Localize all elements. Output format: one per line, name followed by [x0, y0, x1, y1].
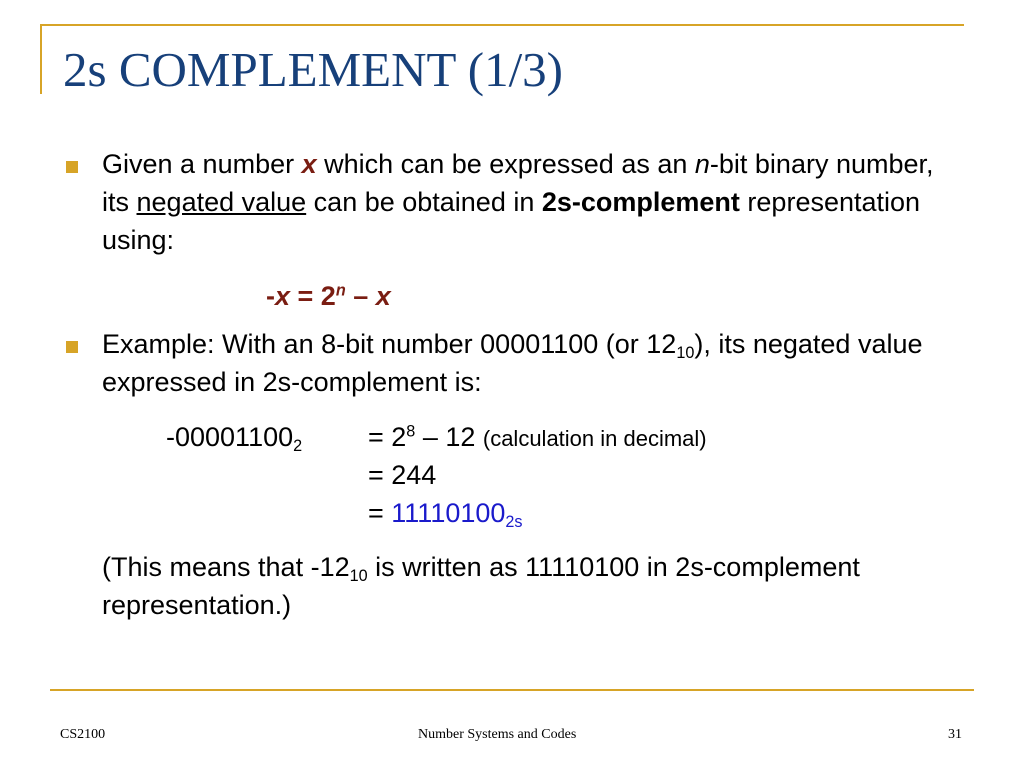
- footer-course: CS2100: [60, 727, 106, 742]
- bullet-marker: [66, 341, 78, 353]
- formula-subtract: –: [345, 281, 376, 311]
- footer-topic: Number Systems and Codes: [418, 727, 577, 742]
- formula-x-2: x: [375, 281, 391, 311]
- text-segment: representation using:: [102, 187, 921, 255]
- text-segment: which can be expressed as an: [316, 149, 695, 179]
- result-value: [391, 498, 523, 531]
- negation-formula: [266, 277, 391, 315]
- bullet-1-text: [102, 145, 962, 259]
- calc-note: (calculation in decimal): [482, 426, 707, 451]
- text-segment: -bit binary number, its: [102, 149, 934, 217]
- explanation-note: [102, 548, 962, 624]
- text-segment: Example: With an 8-bit number 00001100 (or 12: [102, 329, 677, 359]
- calc-left-operand: [166, 418, 302, 456]
- top-border-line: [40, 24, 964, 26]
- result-subscript: 2s: [505, 512, 523, 531]
- formula-exponent-n: n: [335, 281, 346, 300]
- page-number: 31: [948, 727, 962, 742]
- formula-x: x: [275, 281, 291, 311]
- text-segment: can be obtained in: [306, 187, 542, 217]
- text-segment: (This means that -12: [102, 552, 350, 582]
- left-border-line: [40, 24, 42, 94]
- calc-expression: = 2: [368, 422, 407, 452]
- bullet-marker: [66, 161, 78, 173]
- twos-complement-term: 2s-complement: [541, 187, 740, 217]
- variable-x: x: [301, 149, 317, 179]
- text-segment: Given a number: [102, 149, 302, 179]
- slide-title: 2s COMPLEMENT (1/3): [63, 42, 564, 97]
- calc-expression: – 12: [415, 422, 483, 452]
- calc-step-2: = 244: [368, 460, 437, 490]
- base-subscript: 10: [349, 566, 368, 585]
- footer-divider: [50, 689, 974, 691]
- formula-minus: -: [266, 281, 275, 311]
- exponent: 8: [406, 422, 416, 441]
- calc-step-1: [368, 418, 707, 458]
- negated-value-term: negated value: [136, 187, 307, 217]
- result-binary: 11110100: [391, 498, 506, 528]
- text-segment: ), its negated value expressed in 2s-complement is:: [102, 329, 923, 397]
- calc-equals: =: [368, 498, 392, 528]
- calc-step-3: [368, 494, 523, 532]
- binary-value: -00001100: [166, 422, 294, 452]
- text-segment: is written as 11110100 in 2s-complement representation.): [102, 552, 860, 620]
- bullet-2-text: [102, 325, 962, 401]
- formula-equals: = 2: [290, 281, 336, 311]
- base-subscript: 2: [293, 436, 303, 455]
- base-subscript: 10: [676, 343, 695, 362]
- variable-n: n: [694, 149, 710, 179]
